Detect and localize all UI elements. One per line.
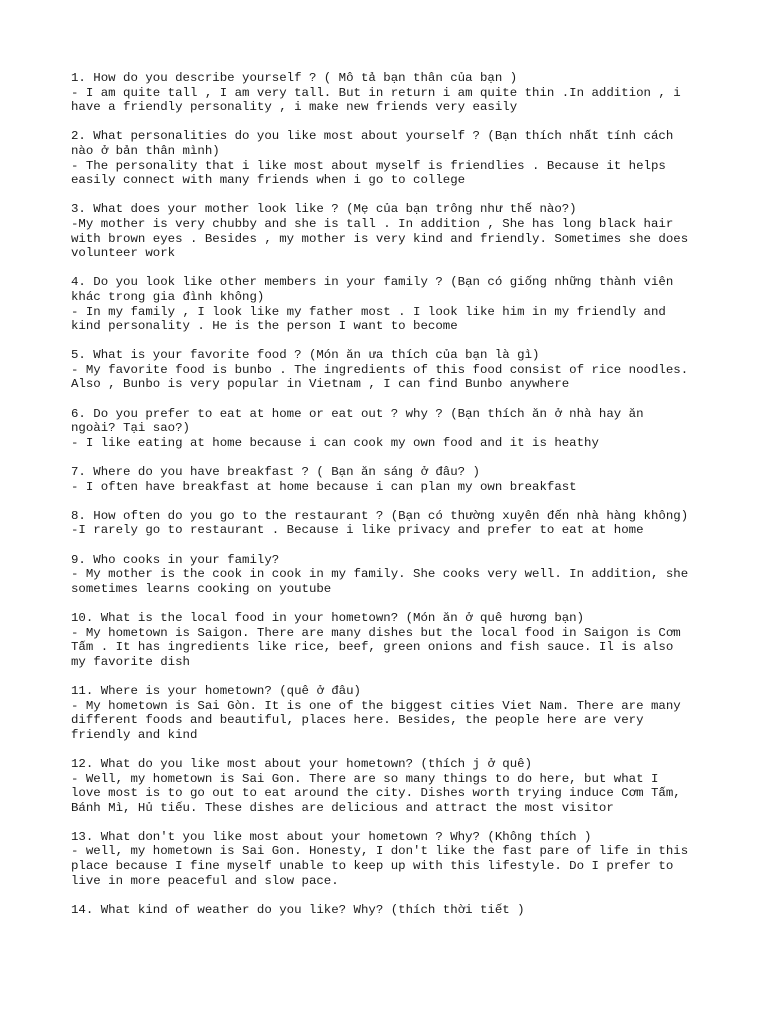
answer-line: - My mother is the cook in cook in my family. She cooks very well. In addition, she xyxy=(71,567,689,582)
qa-item-14 xyxy=(71,903,711,918)
question-line: 8. How often do you go to the restaurant ? (Bạn có thường xuyên đến nhà hàng không) xyxy=(71,508,689,523)
answer-line: Bánh Mì, Hủ tiếu. These dishes are delicious and attract the most visitor xyxy=(71,800,614,815)
question-line: 7. Where do you have breakfast ? ( Bạn ăn sáng ở đâu? ) xyxy=(71,465,480,480)
question-line: 10. What is the local food in your hometown? (Món ăn ở quê hương bạn) xyxy=(71,610,585,625)
question-line: 2. What personalities do you like most about yourself ? (Bạn thích nhất tính cách xyxy=(71,129,674,144)
answer-line: - Well, my hometown is Sai Gon. There are so many things to do here, but what I xyxy=(71,771,659,786)
question-line: 1. How do you describe yourself ? ( Mô tả bạn thân của bạn ) xyxy=(71,71,518,85)
answer-line: Tấm . It has ingredients like rice, beef, green onions and fish sauce. Il is also xyxy=(71,640,674,655)
question-line: ngoài? Tại sao?) xyxy=(71,421,190,436)
question-line: nào ở bản thân mình) xyxy=(71,143,220,158)
question-line: khác trong gia đình không) xyxy=(71,289,265,304)
question-line: 6. Do you prefer to eat at home or eat out ? why ? (Bạn thích ăn ở nhà hay ăn xyxy=(71,406,644,421)
answer-line: friendly and kind xyxy=(71,727,198,742)
answer-line: love most is to go out to eat around the city. Dishes worth trying induce Cơm Tấm, xyxy=(71,786,681,801)
question-line: 5. What is your favorite food ? (Món ăn ưa thích của bạn là gì) xyxy=(71,348,540,363)
question-line: 14. What kind of weather do you like? Why? (thích thời tiết ) xyxy=(71,902,525,917)
qa-item-5 xyxy=(71,348,711,392)
question-line: 11. Where is your hometown? (quê ở đâu) xyxy=(71,683,361,698)
qa-item-12 xyxy=(71,757,711,815)
answer-line: volunteer work xyxy=(71,246,176,261)
answer-line: kind personality . He is the person I want to become xyxy=(71,319,458,334)
answer-line: - I am quite tall , I am very tall. But in return i am quite thin .In addition , i xyxy=(71,85,681,100)
answer-line: - well, my hometown is Sai Gon. Honesty, I don't like the fast pare of life in this xyxy=(71,844,689,859)
answer-line: easily connect with many friends when i go to college xyxy=(71,173,466,188)
qa-item-9 xyxy=(71,553,711,597)
answer-line: different foods and beautiful, places here. Besides, the people here are very xyxy=(71,713,644,728)
qa-item-11 xyxy=(71,684,711,742)
answer-line: - I often have breakfast at home because i can plan my own breakfast xyxy=(71,479,577,494)
answer-line: with brown eyes . Besides , my mother is very kind and friendly. Sometimes she does xyxy=(71,231,689,246)
question-line: 3. What does your mother look like ? (Mẹ của bạn trông như thế nào?) xyxy=(71,202,577,217)
answer-line: - I like eating at home because i can cook my own food and it is heathy xyxy=(71,435,599,450)
qa-item-7 xyxy=(71,465,711,494)
answer-line: - My hometown is Sai Gòn. It is one of the biggest cities Viet Nam. There are many xyxy=(71,698,681,713)
answer-line: - The personality that i like most about myself is friendlies . Because it helps xyxy=(71,158,666,173)
qa-item-6 xyxy=(71,407,711,451)
question-line: 9. Who cooks in your family? xyxy=(71,552,280,567)
answer-line: sometimes learns cooking on youtube xyxy=(71,581,332,596)
qa-item-3 xyxy=(71,202,711,260)
qa-item-13 xyxy=(71,830,711,888)
question-line: 12. What do you like most about your hometown? (thích j ở quê) xyxy=(71,756,533,771)
answer-line: -My mother is very chubby and she is tall . In addition , She has long black hair xyxy=(71,216,674,231)
answer-line: live in more peaceful and slow pace. xyxy=(71,873,339,888)
answer-line: Also , Bunbo is very popular in Vietnam , I can find Bunbo anywhere xyxy=(71,377,570,392)
qa-item-4 xyxy=(71,275,711,333)
answer-line: - My favorite food is bunbo . The ingredients of this food consist of rice noodles. xyxy=(71,362,689,377)
answer-line: my favorite dish xyxy=(71,654,190,669)
question-line: 4. Do you look like other members in your family ? (Bạn có giống những thành viên xyxy=(71,275,674,290)
qa-item-8 xyxy=(71,509,711,538)
answer-line: -I rarely go to restaurant . Because i like privacy and prefer to eat at home xyxy=(71,523,644,538)
qa-item-1 xyxy=(71,71,711,115)
document-page xyxy=(71,71,711,932)
answer-line: - In my family , I look like my father most . I look like him in my friendly and xyxy=(71,304,666,319)
answer-line: place because I fine myself unable to keep up with this lifestyle. Do I prefer to xyxy=(71,859,674,874)
answer-line: - My hometown is Saigon. There are many dishes but the local food in Saigon is Cơm xyxy=(71,625,681,640)
question-line: 13. What don't you like most about your hometown ? Why? (Không thích ) xyxy=(71,829,592,844)
qa-item-2 xyxy=(71,129,711,187)
qa-item-10 xyxy=(71,611,711,669)
answer-line: have a friendly personality , i make new friends very easily xyxy=(71,100,518,115)
